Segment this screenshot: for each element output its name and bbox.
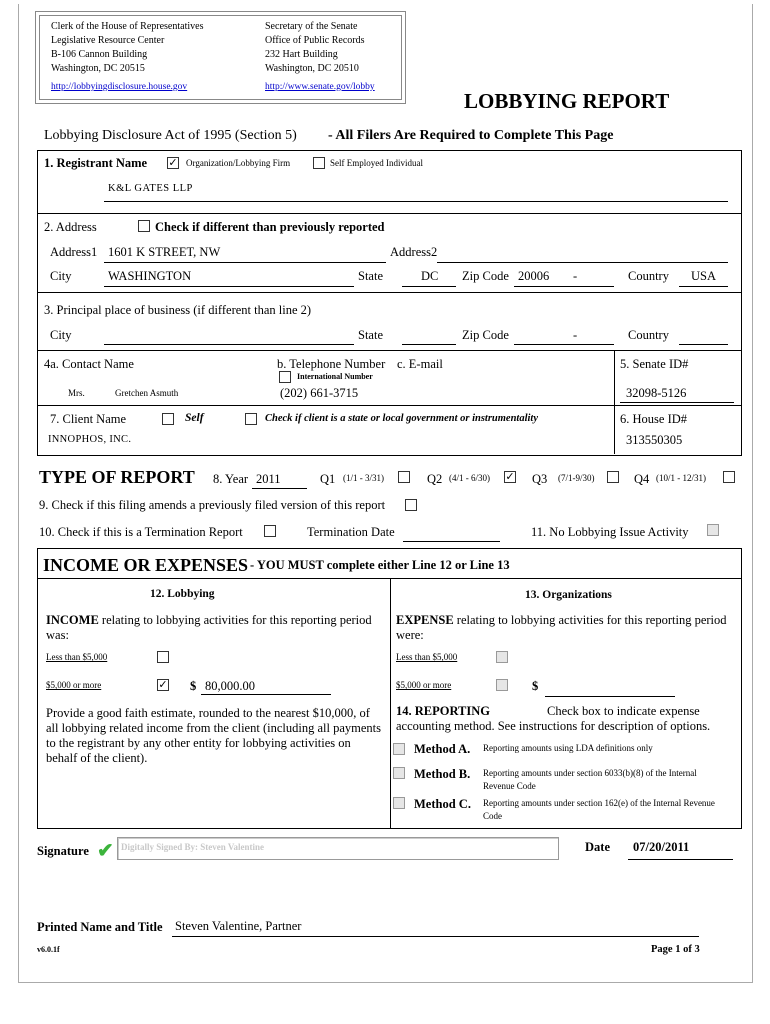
id-column-divider <box>614 350 615 454</box>
address-changed-label: Check if different than previously reported <box>155 220 385 234</box>
divider-line-2 <box>38 292 741 293</box>
version-label: v6.0.1f <box>37 945 60 954</box>
method-a-label: Method A. <box>414 742 471 756</box>
termination-date-label: Termination Date <box>307 525 395 539</box>
senate-link[interactable]: http://www.senate.gov/lobby <box>265 82 375 92</box>
method-c-text: Reporting amounts under section 162(e) of the Internal Revenue Code <box>483 798 715 821</box>
registrant-name-underline <box>104 201 728 202</box>
senate-id-label: 5. Senate ID# <box>620 357 689 371</box>
q1-range: (1/1 - 3/31) <box>343 473 384 483</box>
phone-label: b. Telephone Number <box>277 357 386 371</box>
expense-word: EXPENSE <box>396 613 454 627</box>
income-subtitle: - YOU MUST complete either Line 12 or Line 13 <box>250 558 510 572</box>
reporting-text-1: Check box to indicate expense <box>547 704 700 718</box>
contact-label: 4a. Contact Name <box>44 357 134 371</box>
clerk-link[interactable]: http://lobbyingdisclosure.house.gov <box>51 82 188 92</box>
method-a-text: Reporting amounts using LDA definitions only <box>483 743 653 753</box>
line11-label: 11. No Lobbying Issue Activity <box>531 525 689 539</box>
clerk-address <box>51 20 203 76</box>
zip-dash: - <box>573 269 578 283</box>
report-title: LOBBYING REPORT <box>464 89 670 113</box>
expense-dollar-sign: $ <box>532 679 539 693</box>
q3-label: Q3 <box>532 472 548 486</box>
zip-value[interactable]: 20006 <box>518 269 550 283</box>
state-value[interactable]: DC <box>421 269 439 283</box>
line9-label: 9. Check if this filing amends a previously filed version of this report <box>39 498 386 512</box>
income-amount-underline <box>201 694 331 695</box>
income-dollar-sign: $ <box>190 679 197 693</box>
divider-line-3 <box>38 350 741 351</box>
principal-state-underline <box>402 344 456 345</box>
lobbying-header: 12. Lobbying <box>150 588 215 600</box>
page-number: Page 1 of 3 <box>651 944 700 955</box>
state-underline <box>402 286 456 287</box>
q2-range: (4/1 - 6/30) <box>449 473 490 483</box>
zip-label: Zip Code <box>462 269 509 283</box>
year-value[interactable]: 2011 <box>256 472 281 486</box>
clerk-line-4: Washington, DC 20515 <box>51 63 145 74</box>
income-more-label: $5,000 or more <box>46 680 102 690</box>
principal-city-underline <box>104 344 354 345</box>
printed-name-value[interactable]: Steven Valentine, Partner <box>175 919 302 933</box>
divider-line-1 <box>38 213 741 214</box>
expense-more-label: $5,000 or more <box>396 680 452 690</box>
client-name[interactable]: INNOPHOS, INC. <box>48 434 132 445</box>
expense-more-checkbox[interactable] <box>496 679 508 691</box>
no-activity-checkbox[interactable] <box>707 524 719 536</box>
senate-line-2: Office of Public Records <box>265 35 365 46</box>
expense-less-checkbox[interactable] <box>496 651 508 663</box>
divider-line-4 <box>38 405 615 406</box>
income-less-label: Less than $5,000 <box>46 652 108 662</box>
address1-underline <box>104 262 386 263</box>
method-a-checkbox[interactable] <box>393 743 405 755</box>
phone-value[interactable]: (202) 661-3715 <box>280 386 359 400</box>
city-label: City <box>50 269 72 283</box>
income-statement <box>46 613 386 643</box>
act-line: Lobbying Disclosure Act of 1995 (Section 5) <box>44 128 297 143</box>
senate-address <box>265 20 365 76</box>
self-employed-label: Self Employed Individual <box>330 158 423 168</box>
type-of-report-title: TYPE OF REPORT <box>39 467 195 487</box>
principal-state-label: State <box>358 328 383 342</box>
amendment-checkbox[interactable] <box>405 499 417 511</box>
org-firm-label: Organization/Lobbying Firm <box>186 158 291 168</box>
senate-id-underline <box>620 402 734 403</box>
address-changed-checkbox[interactable] <box>138 220 150 232</box>
termination-date-underline <box>403 541 500 542</box>
method-b-checkbox[interactable] <box>393 767 405 779</box>
client-label: 7. Client Name <box>50 412 127 426</box>
principal-zip-dash: - <box>573 328 578 342</box>
signature-value: Digitally Signed By: Steven Valentine <box>121 842 265 852</box>
income-less-checkbox[interactable] <box>157 651 169 663</box>
principal-city-label: City <box>50 328 72 342</box>
zip-underline <box>514 286 614 287</box>
principal-zip-label: Zip Code <box>462 328 509 342</box>
printed-name-underline <box>172 936 699 937</box>
estimate-text: Provide a good faith estimate, rounded to the nearest $10,000, of all lobbying related income from the client (including all payments to the registrant by any other entity for lobbying activities on behalf of the client). <box>46 706 381 765</box>
termination-checkbox[interactable] <box>264 525 276 537</box>
q3-checkbox[interactable] <box>607 471 619 483</box>
income-title: INCOME OR EXPENSES <box>43 555 249 575</box>
id-divider <box>614 405 741 406</box>
signature-label: Signature <box>37 844 89 858</box>
international-label: International Number <box>297 372 373 381</box>
date-underline <box>628 859 733 860</box>
self-employed-checkbox[interactable] <box>313 157 325 169</box>
house-id-value[interactable]: 313550305 <box>626 433 683 447</box>
q2-label: Q2 <box>427 472 443 486</box>
q1-checkbox[interactable] <box>398 471 410 483</box>
q2-checkbox[interactable]: ✓ <box>505 471 515 483</box>
client-self-checkbox[interactable] <box>162 413 174 425</box>
contact-prefix[interactable]: Mrs. <box>68 388 85 398</box>
income-more-checkbox[interactable]: ✓ <box>158 679 168 691</box>
expense-statement <box>396 613 736 643</box>
q4-checkbox[interactable] <box>723 471 735 483</box>
expense-less-label: Less than $5,000 <box>396 652 458 662</box>
address2-label: Address2 <box>390 245 438 259</box>
email-label: c. E-mail <box>397 357 443 371</box>
principal-country-label: Country <box>628 328 669 342</box>
all-filers-note: - All Filers Are Required to Complete This Page <box>328 128 614 143</box>
country-underline <box>679 286 728 287</box>
expense-amount-underline <box>545 696 675 697</box>
registrant-label: 1. Registrant Name <box>44 156 148 170</box>
city-value[interactable]: WASHINGTON <box>108 269 192 283</box>
senate-id-value[interactable]: 32098-5126 <box>626 386 687 400</box>
country-label: Country <box>628 269 669 283</box>
senate-line-3: 232 Hart Building <box>265 49 338 60</box>
client-self-label: Self <box>185 412 204 424</box>
organizations-header: 13. Organizations <box>525 589 612 601</box>
registrant-name[interactable]: K&L GATES LLP <box>108 183 193 194</box>
q1-label: Q1 <box>320 472 336 486</box>
method-b-text: Reporting amounts under section 6033(b)(8) of the Internal Revenue Code <box>483 768 697 791</box>
q4-range: (10/1 - 12/31) <box>656 473 706 483</box>
house-id-label: 6. House ID# <box>620 412 688 426</box>
income-amount[interactable]: 80,000.00 <box>205 679 255 693</box>
method-c-checkbox[interactable] <box>393 797 405 809</box>
principal-zip-underline <box>514 344 614 345</box>
reporting-label: 14. REPORTING <box>396 704 491 718</box>
city-underline <box>104 286 354 287</box>
org-firm-checkbox[interactable]: ✓ <box>168 157 178 169</box>
international-checkbox[interactable] <box>279 371 291 383</box>
income-text: relating to lobbying activities for this reporting period was: <box>46 613 372 642</box>
senate-line-4: Washington, DC 20510 <box>265 63 359 74</box>
clerk-line-2: Legislative Resource Center <box>51 35 165 46</box>
q3-range: (7/1-9/30) <box>558 473 595 483</box>
year-label: 8. Year <box>213 472 249 486</box>
date-label: Date <box>585 840 610 854</box>
senate-line-1: Secretary of the Senate <box>265 21 358 32</box>
reporting-text-2: accounting method. See instructions for description of options. <box>396 719 711 733</box>
address-label: 2. Address <box>44 220 97 234</box>
income-word: INCOME <box>46 613 99 627</box>
country-value[interactable]: USA <box>691 269 717 283</box>
printed-name-label: Printed Name and Title <box>37 920 163 934</box>
contact-name[interactable]: Gretchen Asmuth <box>115 388 179 398</box>
address2-underline <box>437 262 728 263</box>
address1-value[interactable]: 1601 K STREET, NW <box>108 245 221 259</box>
expense-text: relating to lobbying activities for this reporting period were: <box>396 613 727 642</box>
principal-country-underline <box>679 344 728 345</box>
clerk-line-3: B-106 Cannon Building <box>51 49 148 60</box>
income-column-divider <box>390 578 391 828</box>
method-c-label: Method C. <box>414 797 471 811</box>
state-label: State <box>358 269 383 283</box>
method-b-label: Method B. <box>414 767 471 781</box>
date-value[interactable]: 07/20/2011 <box>633 840 690 854</box>
q4-label: Q4 <box>634 472 650 486</box>
signature-check-icon: ✔ <box>97 840 114 862</box>
state-gov-label: Check if client is a state or local government or instrumentality <box>265 413 539 424</box>
address1-label: Address1 <box>50 245 98 259</box>
principal-label: 3. Principal place of business (if different than line 2) <box>44 303 312 317</box>
clerk-line-1: Clerk of the House of Representatives <box>51 21 204 32</box>
line10-label: 10. Check if this is a Termination Report <box>39 525 243 539</box>
year-underline <box>252 488 307 489</box>
state-gov-checkbox[interactable] <box>245 413 257 425</box>
